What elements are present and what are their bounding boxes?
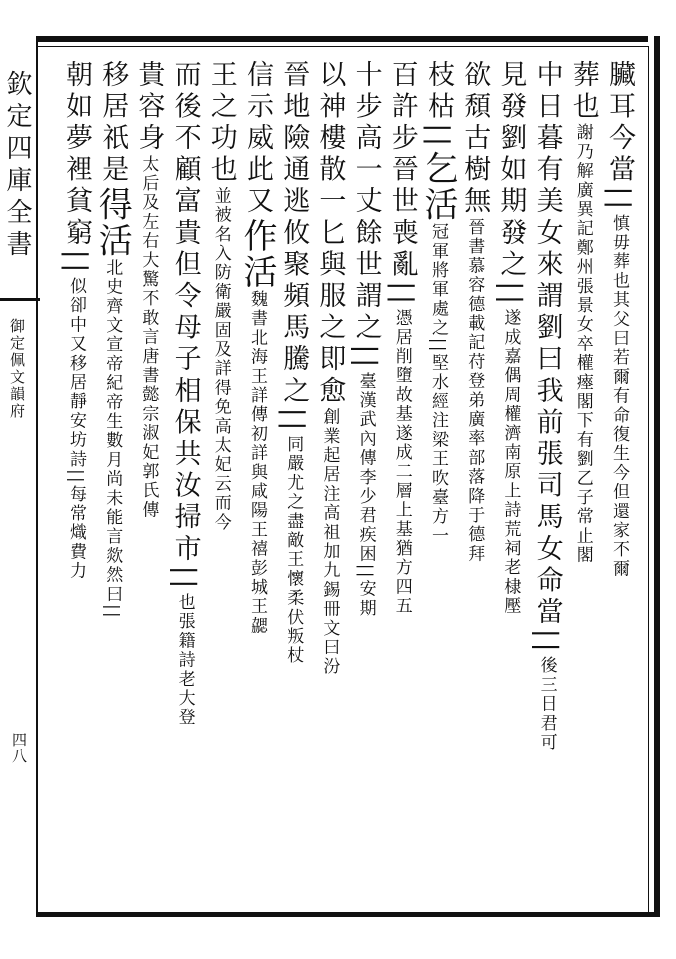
heading-term: 乞活 [418, 150, 458, 223]
text-column [456, 60, 492, 564]
text-column [529, 60, 565, 752]
main-text: 信示威此又 [242, 60, 273, 218]
commentary-text: 後三日君可 [536, 656, 557, 753]
commentary-text: 似卻中又移居靜安坊詩||每常熾費力 [66, 277, 86, 581]
fold-line [0, 298, 40, 301]
text-column [311, 60, 347, 676]
heading-term: 得活 [92, 186, 133, 259]
commentary-text: 謝乃解廣異記鄭州張景女卒權瘞閣下有劉乙子常止閣 [572, 123, 593, 565]
right-border-thin [648, 46, 649, 916]
text-column [167, 60, 203, 727]
commentary-text: 創業起居注高祖加九錫冊文曰汾 [319, 407, 340, 677]
text-column [565, 60, 601, 565]
margin-volume-title: 御定佩文韻府 [8, 318, 26, 420]
margin-book-title: 欽定四庫全書 [2, 70, 32, 262]
main-text: 臟耳今當|| [604, 60, 635, 214]
bottom-border [36, 912, 660, 917]
heading-term: 作活 [237, 218, 277, 290]
main-text: 晉地險通逃攸聚頻馬騰之|| [278, 60, 310, 435]
commentary-text: 堅水經注梁王吹臺方一 [428, 353, 448, 546]
text-column [130, 60, 166, 520]
main-text: 以神樓散一匕與服之即愈 [314, 60, 346, 408]
text-column [58, 60, 94, 581]
commentary-text: 並被名入防衛嚴固及詳得免高太妃云而今 [210, 186, 231, 533]
main-text: 枝枯|| [423, 60, 454, 151]
text-column [420, 60, 456, 546]
main-text: 欲頹古樹無 [459, 60, 491, 218]
left-border [36, 36, 38, 916]
commentary-text: 遂成嘉偶周權濟南原上詩荒祠老棣壓 [500, 308, 521, 616]
text-column [92, 60, 133, 620]
text-column [203, 60, 239, 532]
commentary-text: 晉書慕容德載記苻登弟廣率部落降于德拜 [464, 218, 485, 564]
commentary-text: 冠軍將軍處之|| [428, 222, 448, 354]
commentary-text: 北史齊文宣帝紀帝生數月尚未能言欻然曰|| [102, 258, 123, 620]
margin-page-number: 四八 [10, 732, 28, 764]
main-text: 十步高一丈餘世謂之|| [350, 60, 382, 372]
text-column [275, 60, 311, 665]
top-border [36, 36, 648, 42]
commentary-text: 慎毋葬也其父曰若爾有命復生今但還家不爾 [609, 213, 629, 579]
main-text: 而後不顧富貴但令母子相保共汝掃市|| [169, 60, 201, 593]
commentary-text: 太后及左右大驚不敢言唐書懿宗淑妃郭氏傳 [138, 154, 159, 520]
main-text: 移居祇是 [97, 60, 129, 187]
commentary-text: 同嚴尤之盡敵王懷柔伏叛杖 [283, 435, 304, 666]
commentary-text: 也張籍詩老大登 [174, 593, 195, 728]
right-border [654, 36, 660, 916]
text-column [601, 60, 637, 579]
commentary-text: 憑居削墮故基遂成二層上基猶方四五 [391, 308, 412, 616]
text-column [492, 60, 528, 616]
main-text: 貴容身 [133, 60, 165, 155]
text-column [348, 60, 384, 618]
main-text: 中日暮有美女來謂劉曰我前張司馬女命當|| [531, 60, 563, 657]
commentary-text: 魏書北海王詳傳初詳與咸陽王禧彭城王勰 [247, 290, 267, 636]
main-text: 見發劉如期發之|| [495, 60, 527, 309]
main-text: 百許步晉世喪亂|| [386, 60, 418, 309]
text-column [384, 60, 420, 616]
main-text: 葬也 [567, 60, 599, 124]
text-column [239, 60, 275, 636]
main-text: 王之功也 [205, 60, 237, 187]
top-border-thin [36, 46, 648, 47]
commentary-text: 臺漢武內傳李少君疾困||安期 [355, 371, 376, 619]
main-text: 朝如夢裡貧窮|| [61, 60, 92, 277]
